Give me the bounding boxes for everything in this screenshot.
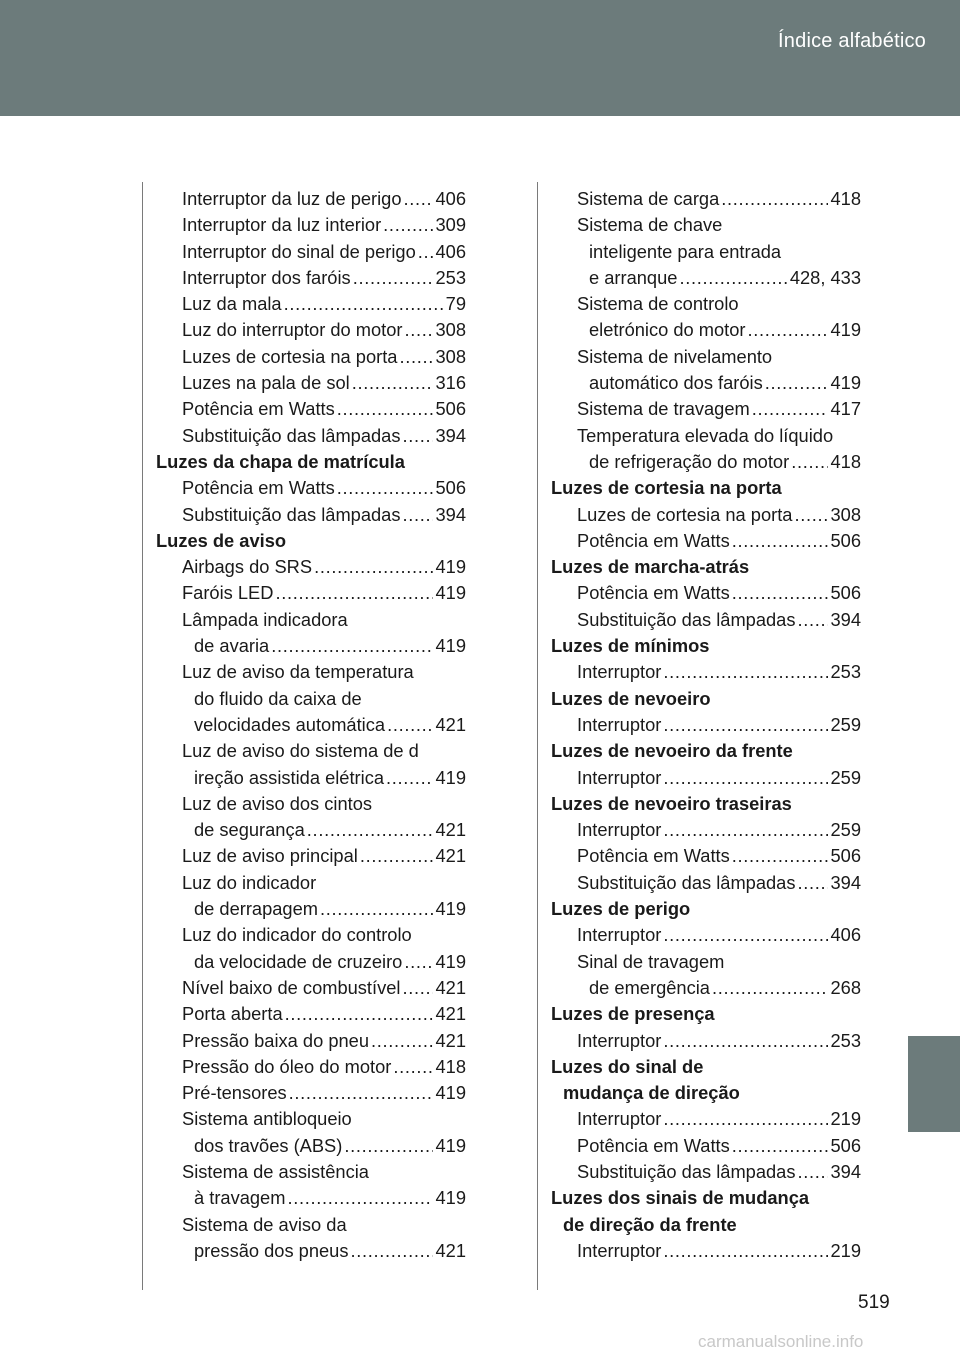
entry-page-number: 253: [830, 661, 861, 683]
index-entry: [156, 291, 466, 317]
entry-page-number: 419: [435, 898, 466, 920]
index-entry: [156, 475, 466, 501]
entry-text: ireção assistida elétrica: [194, 766, 385, 788]
entry-text: Luzes de cortesia na porta: [577, 503, 793, 525]
entry-text: Pressão baixa do pneu: [182, 1029, 370, 1051]
index-column-left: [156, 186, 466, 1264]
dot-leader: [798, 870, 829, 896]
entry-text: Luzes de nevoeiro traseiras: [551, 792, 792, 814]
entry-text: de direção da frente: [563, 1213, 737, 1235]
entry-page-number: 309: [435, 214, 466, 236]
dot-leader: [386, 765, 433, 791]
dot-leader: [403, 423, 434, 449]
dot-leader: [663, 765, 828, 791]
index-entry: [551, 423, 861, 449]
dot-leader: [360, 843, 434, 869]
dot-leader: [404, 949, 433, 975]
entry-page-number: 506: [830, 1134, 861, 1156]
header-bar: [0, 0, 960, 116]
entry-text: Luzes de aviso: [156, 529, 287, 551]
index-entry: [156, 344, 466, 370]
index-entry: [551, 1159, 861, 1185]
index-entry: [156, 502, 466, 528]
entry-page-number: 506: [435, 477, 466, 499]
dot-leader: [732, 580, 829, 606]
entry-text: Porta aberta: [182, 1003, 283, 1025]
dot-leader: [402, 975, 433, 1001]
entry-page-number: 421: [435, 1029, 466, 1051]
index-heading: [551, 1185, 861, 1211]
entry-page-number: 419: [435, 582, 466, 604]
dot-leader: [748, 317, 829, 343]
index-entry: [156, 212, 466, 238]
entry-text: Luz de aviso principal: [182, 845, 358, 867]
entry-text: Luzes de cortesia na porta: [182, 345, 398, 367]
dot-leader: [393, 1054, 433, 1080]
entry-page-number: 253: [830, 1029, 861, 1051]
entry-text: Nível baixo de combustível: [182, 976, 401, 998]
index-entry: [551, 186, 861, 212]
index-entry: [551, 1106, 861, 1132]
entry-text: dos travões (ABS): [194, 1134, 343, 1156]
entry-text: Sistema de aviso da: [182, 1213, 347, 1235]
dot-leader: [352, 370, 434, 396]
index-entry: [551, 370, 861, 396]
dot-leader: [752, 396, 829, 422]
index-entry: [156, 580, 466, 606]
index-entry: [156, 843, 466, 869]
entry-text: de avaria: [194, 635, 270, 657]
index-entry: [156, 370, 466, 396]
dot-leader: [732, 528, 829, 554]
entry-page-number: 259: [830, 766, 861, 788]
index-entry: [156, 870, 466, 896]
entry-page-number: 79: [445, 293, 466, 315]
entry-page-number: 421: [435, 976, 466, 998]
entry-page-number: 419: [435, 766, 466, 788]
index-heading: [551, 1080, 861, 1106]
index-entry: [156, 1080, 466, 1106]
index-entry: [551, 1238, 861, 1264]
index-entry: [551, 317, 861, 343]
index-heading: [551, 738, 861, 764]
index-entry: [551, 528, 861, 554]
dot-leader: [307, 817, 434, 843]
index-entry: [156, 1054, 466, 1080]
dot-leader: [289, 1080, 434, 1106]
entry-text: Luzes da chapa de matrícula: [156, 450, 405, 472]
entry-text: Airbags do SRS: [182, 556, 313, 578]
entry-text: inteligente para entrada: [589, 240, 782, 262]
entry-page-number: 419: [830, 372, 861, 394]
entry-text: Luzes de mínimos: [551, 635, 710, 657]
entry-text: de derrapagem: [194, 898, 318, 920]
entry-page-number: 406: [830, 924, 861, 946]
entry-text: Luzes de perigo: [551, 898, 691, 920]
dot-leader: [663, 659, 828, 685]
entry-page-number: 406: [435, 188, 466, 209]
index-heading: [156, 449, 466, 475]
entry-text: Pré-tensores: [182, 1082, 287, 1104]
entry-text: Potência em Watts: [577, 1134, 730, 1156]
dot-leader: [320, 896, 433, 922]
entry-text: Sistema antibloqueio: [182, 1108, 352, 1130]
index-entry: [551, 922, 861, 948]
entry-text: Sistema de travagem: [577, 398, 750, 420]
entry-text: automático dos faróis: [589, 372, 763, 394]
entry-page-number: 394: [830, 608, 861, 630]
entry-text: Sistema de carga: [577, 188, 720, 209]
column-divider-right: [537, 182, 538, 1290]
dot-leader: [383, 212, 433, 238]
dot-leader: [271, 633, 433, 659]
entry-text: do fluido da caixa de: [194, 687, 362, 709]
index-entry: [551, 580, 861, 606]
index-entry: [551, 1028, 861, 1054]
index-entry: [156, 633, 466, 659]
entry-text: Substituição das lâmpadas: [577, 608, 796, 630]
entry-page-number: 406: [435, 240, 466, 262]
index-entry: [551, 817, 861, 843]
entry-text: Interruptor da luz de perigo: [182, 188, 402, 209]
entry-text: Luzes de marcha-atrás: [551, 556, 750, 578]
index-entry: [156, 949, 466, 975]
index-entry: [551, 870, 861, 896]
index-entry: [551, 396, 861, 422]
index-column-right: [551, 186, 861, 1264]
dot-leader: [287, 1185, 433, 1211]
index-entry: [156, 1133, 466, 1159]
dot-leader: [663, 1106, 828, 1132]
entry-text: Potência em Watts: [182, 477, 335, 499]
entry-text: Faróis LED: [182, 582, 274, 604]
index-entry: [156, 1001, 466, 1027]
column-divider-left: [142, 182, 143, 1290]
dot-leader: [663, 712, 828, 738]
dot-leader: [350, 1238, 433, 1264]
dot-leader: [663, 1238, 828, 1264]
entry-text: Luzes na pala de sol: [182, 372, 350, 394]
entry-text: Interruptor: [577, 1108, 662, 1130]
dot-leader: [663, 1028, 828, 1054]
entry-page-number: 419: [830, 319, 861, 341]
index-entry: [551, 975, 861, 1001]
index-heading: [551, 633, 861, 659]
index-entry: [156, 1106, 466, 1132]
dot-leader: [403, 502, 434, 528]
entry-text: Luz de aviso do sistema de d: [182, 740, 419, 762]
entry-text: Potência em Watts: [577, 529, 730, 551]
dot-leader: [663, 817, 828, 843]
entry-text: Sistema de assistência: [182, 1160, 369, 1182]
section-title: Índice alfabético: [778, 30, 926, 52]
dot-leader: [387, 712, 433, 738]
entry-text: eletrónico do motor: [589, 319, 746, 341]
dot-leader: [371, 1028, 433, 1054]
entry-text: Interruptor: [577, 1029, 662, 1051]
entry-page-number: 308: [830, 503, 861, 525]
entry-page-number: 421: [435, 845, 466, 867]
entry-text: Temperatura elevada do líquido: [577, 424, 834, 446]
entry-text: Substituição das lâmpadas: [182, 503, 401, 525]
entry-text: Luzes de presença: [551, 1003, 715, 1025]
index-entry: [156, 396, 466, 422]
entry-page-number: 268: [830, 976, 861, 998]
section-side-tab: [908, 1036, 960, 1132]
index-entry: [551, 765, 861, 791]
index-entry: [156, 765, 466, 791]
dot-leader: [721, 186, 828, 212]
index-entry: [156, 1028, 466, 1054]
dot-leader: [798, 607, 829, 633]
entry-text: Interruptor dos faróis: [182, 266, 351, 288]
index-heading: [551, 554, 861, 580]
index-entry: [156, 896, 466, 922]
entry-page-number: 418: [435, 1055, 466, 1077]
index-heading: [551, 1001, 861, 1027]
index-entry: [551, 449, 861, 475]
entry-text: mudança de direção: [563, 1082, 740, 1104]
index-entry: [156, 1159, 466, 1185]
entry-text: Interruptor: [577, 819, 662, 841]
dot-leader: [404, 186, 434, 212]
index-entry: [156, 738, 466, 764]
entry-page-number: 428, 433: [789, 266, 861, 288]
index-entry: [551, 712, 861, 738]
index-entry: [156, 186, 466, 212]
entry-text: Interruptor do sinal de perigo: [182, 240, 416, 262]
dot-leader: [732, 1133, 829, 1159]
index-entry: [156, 554, 466, 580]
entry-text: Substituição das lâmpadas: [182, 424, 401, 446]
entry-text: de segurança: [194, 819, 305, 841]
entry-page-number: 419: [435, 950, 466, 972]
entry-page-number: 308: [435, 319, 466, 341]
entry-page-number: 219: [830, 1239, 861, 1261]
entry-page-number: 419: [435, 635, 466, 657]
entry-page-number: 253: [435, 266, 466, 288]
entry-page-number: 259: [830, 713, 861, 735]
dot-leader: [337, 475, 434, 501]
index-entry: [156, 686, 466, 712]
entry-text: de refrigeração do motor: [589, 450, 790, 472]
dot-leader: [418, 239, 434, 265]
index-entry: [551, 949, 861, 975]
entry-text: Luz do indicador: [182, 871, 317, 893]
dot-leader: [284, 291, 444, 317]
dot-leader: [405, 317, 434, 343]
dot-leader: [344, 1133, 433, 1159]
entry-page-number: 394: [830, 871, 861, 893]
dot-leader: [314, 554, 433, 580]
entry-page-number: 394: [435, 503, 466, 525]
index-entry: [156, 607, 466, 633]
index-heading: [551, 686, 861, 712]
entry-text: Luzes de nevoeiro: [551, 687, 711, 709]
entry-page-number: 421: [435, 1003, 466, 1025]
entry-text: Sistema de nivelamento: [577, 345, 773, 367]
entry-text: Sistema de chave: [577, 214, 723, 236]
index-entry: [156, 265, 466, 291]
entry-text: Interruptor: [577, 766, 662, 788]
dot-leader: [353, 265, 434, 291]
entry-page-number: 259: [830, 819, 861, 841]
entry-text: à travagem: [194, 1187, 286, 1209]
index-entry: [156, 1238, 466, 1264]
entry-text: Interruptor: [577, 661, 662, 683]
entry-text: da velocidade de cruzeiro: [194, 950, 403, 972]
index-entry: [156, 317, 466, 343]
entry-text: Potência em Watts: [577, 582, 730, 604]
entry-page-number: 506: [435, 398, 466, 420]
dot-leader: [337, 396, 434, 422]
entry-page-number: 316: [435, 372, 466, 394]
entry-text: Interruptor: [577, 1239, 662, 1261]
index-entry: [156, 659, 466, 685]
index-entry: [551, 344, 861, 370]
dot-leader: [275, 580, 433, 606]
entry-text: Lâmpada indicadora: [182, 608, 348, 630]
entry-text: Luz do indicador do controlo: [182, 924, 412, 946]
index-heading: [551, 475, 861, 501]
dot-leader: [679, 265, 787, 291]
entry-page-number: 506: [830, 529, 861, 551]
dot-leader: [765, 370, 829, 396]
entry-text: Interruptor da luz interior: [182, 214, 382, 236]
index-entry: [551, 239, 861, 265]
entry-text: e arranque: [589, 266, 678, 288]
dot-leader: [791, 449, 828, 475]
index-entry: [551, 265, 861, 291]
index-heading: [551, 896, 861, 922]
index-entry: [551, 502, 861, 528]
index-entry: [156, 922, 466, 948]
index-entry: [156, 712, 466, 738]
index-heading: [551, 1054, 861, 1080]
entry-text: Luzes do sinal de: [551, 1055, 704, 1077]
entry-text: Interruptor: [577, 713, 662, 735]
entry-page-number: 506: [830, 582, 861, 604]
entry-page-number: 417: [830, 398, 861, 420]
entry-page-number: 421: [435, 1239, 466, 1261]
entry-text: Luzes de nevoeiro da frente: [551, 740, 793, 762]
footer-watermark: carmanualsonline.info: [698, 1332, 864, 1351]
index-heading: [551, 1212, 861, 1238]
index-heading: [156, 528, 466, 554]
entry-text: Luzes de cortesia na porta: [551, 477, 782, 499]
entry-text: Potência em Watts: [182, 398, 335, 420]
entry-text: Substituição das lâmpadas: [577, 871, 796, 893]
entry-text: Substituição das lâmpadas: [577, 1160, 796, 1182]
dot-leader: [663, 922, 828, 948]
entry-text: Sistema de controlo: [577, 293, 739, 315]
entry-page-number: 421: [435, 819, 466, 841]
entry-text: Luz de aviso dos cintos: [182, 792, 373, 814]
dot-leader: [798, 1159, 829, 1185]
entry-text: de emergência: [589, 976, 710, 998]
index-entry: [551, 607, 861, 633]
dot-leader: [732, 843, 829, 869]
entry-text: Sinal de travagem: [577, 950, 725, 972]
entry-text: Luz do interruptor do motor: [182, 319, 403, 341]
dot-leader: [794, 502, 828, 528]
dot-leader: [399, 344, 433, 370]
entry-text: Potência em Watts: [577, 845, 730, 867]
index-entry: [156, 975, 466, 1001]
entry-page-number: 394: [435, 424, 466, 446]
entry-page-number: 308: [435, 345, 466, 367]
index-entry: [551, 212, 861, 238]
entry-text: Pressão do óleo do motor: [182, 1055, 392, 1077]
index-entry: [156, 239, 466, 265]
index-entry: [156, 1185, 466, 1211]
entry-page-number: 506: [830, 845, 861, 867]
index-entry: [156, 817, 466, 843]
index-entry: [551, 843, 861, 869]
index-entry: [156, 423, 466, 449]
entry-page-number: 419: [435, 1082, 466, 1104]
dot-leader: [712, 975, 829, 1001]
entry-page-number: 418: [830, 450, 861, 472]
entry-page-number: 418: [830, 188, 861, 209]
entry-page-number: 419: [435, 1134, 466, 1156]
index-entry: [551, 291, 861, 317]
dot-leader: [285, 1001, 434, 1027]
entry-text: pressão dos pneus: [194, 1239, 349, 1261]
index-entry: [156, 1212, 466, 1238]
index-heading: [551, 791, 861, 817]
index-entry: [551, 659, 861, 685]
page-number: 519: [858, 1292, 890, 1313]
entry-text: Luz da mala: [182, 293, 282, 315]
entry-page-number: 219: [830, 1108, 861, 1130]
entry-text: velocidades automática: [194, 713, 386, 735]
entry-text: Luz de aviso da temperatura: [182, 661, 414, 683]
entry-page-number: 419: [435, 1187, 466, 1209]
index-entry: [551, 1133, 861, 1159]
entry-page-number: 421: [435, 713, 466, 735]
index-entry: [156, 791, 466, 817]
entry-page-number: 419: [435, 556, 466, 578]
entry-text: Luzes dos sinais de mudança: [551, 1187, 810, 1209]
entry-text: Interruptor: [577, 924, 662, 946]
entry-page-number: 394: [830, 1160, 861, 1182]
